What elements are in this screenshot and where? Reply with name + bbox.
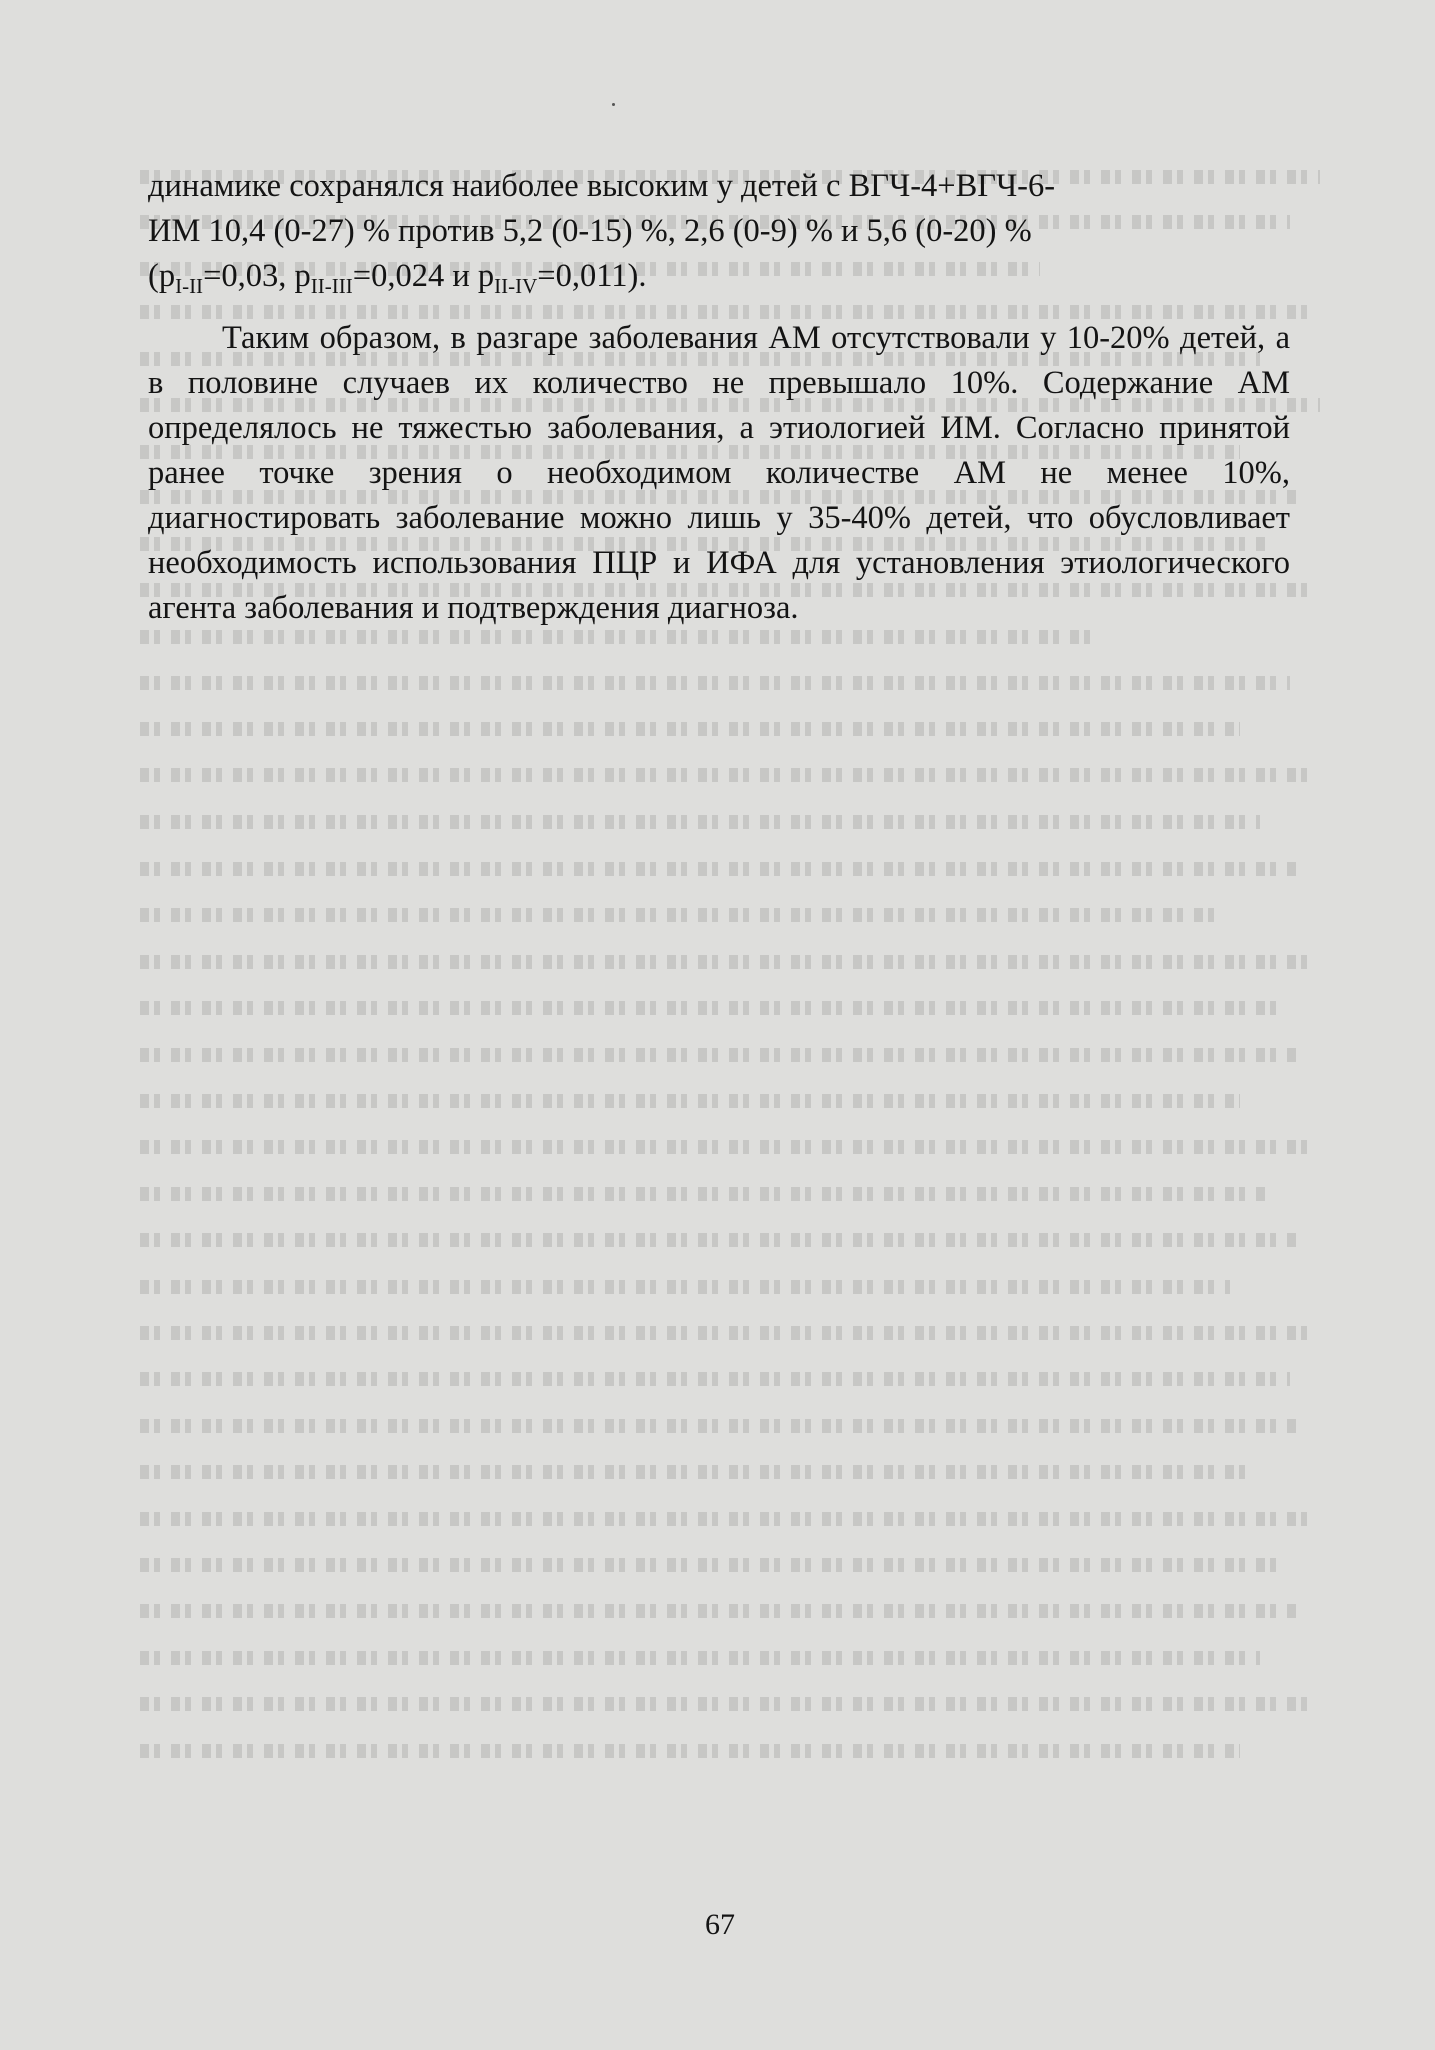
subscript: II-III bbox=[310, 274, 353, 298]
conclusion-paragraph: Таким образом, в разгаре заболевания АМ отсутствовали у 10-20% детей, а в половине случаев их количество не превышало 10%. Содержание АМ определялось не тяжестью заболевания, а этиологией ИМ. Согласно принятой ранее точке зрения о необходимом количестве АМ не менее 10%, диагностировать заболевание можно лишь у 35-40% детей, что обусловливает необходимость использования ПЦР и ИФА для установления этиологического агента заболевания и подтверждения диагноза. bbox=[148, 320, 1290, 626]
page-number: 67 bbox=[705, 1908, 735, 1941]
text-line: динамике сохранялся наиболее высоким у детей с ВГЧ-4+ВГЧ-6- bbox=[148, 168, 1056, 204]
text-line: ИМ 10,4 (0-27) % против 5,2 (0-15) %, 2,6 (0-9) % и 5,6 (0-20) % bbox=[148, 213, 1032, 249]
body-text bbox=[148, 164, 1290, 631]
subscript: II-IV bbox=[494, 274, 538, 298]
print-speck bbox=[612, 103, 615, 106]
p-values-line: ($p_{I-II}=0,03$, $p_{II-III}=0,024$ и $p_{II-IV}=0,011$). bbox=[148, 258, 647, 298]
subscript: I-II bbox=[175, 274, 204, 298]
paragraph-continuation bbox=[148, 164, 1290, 302]
